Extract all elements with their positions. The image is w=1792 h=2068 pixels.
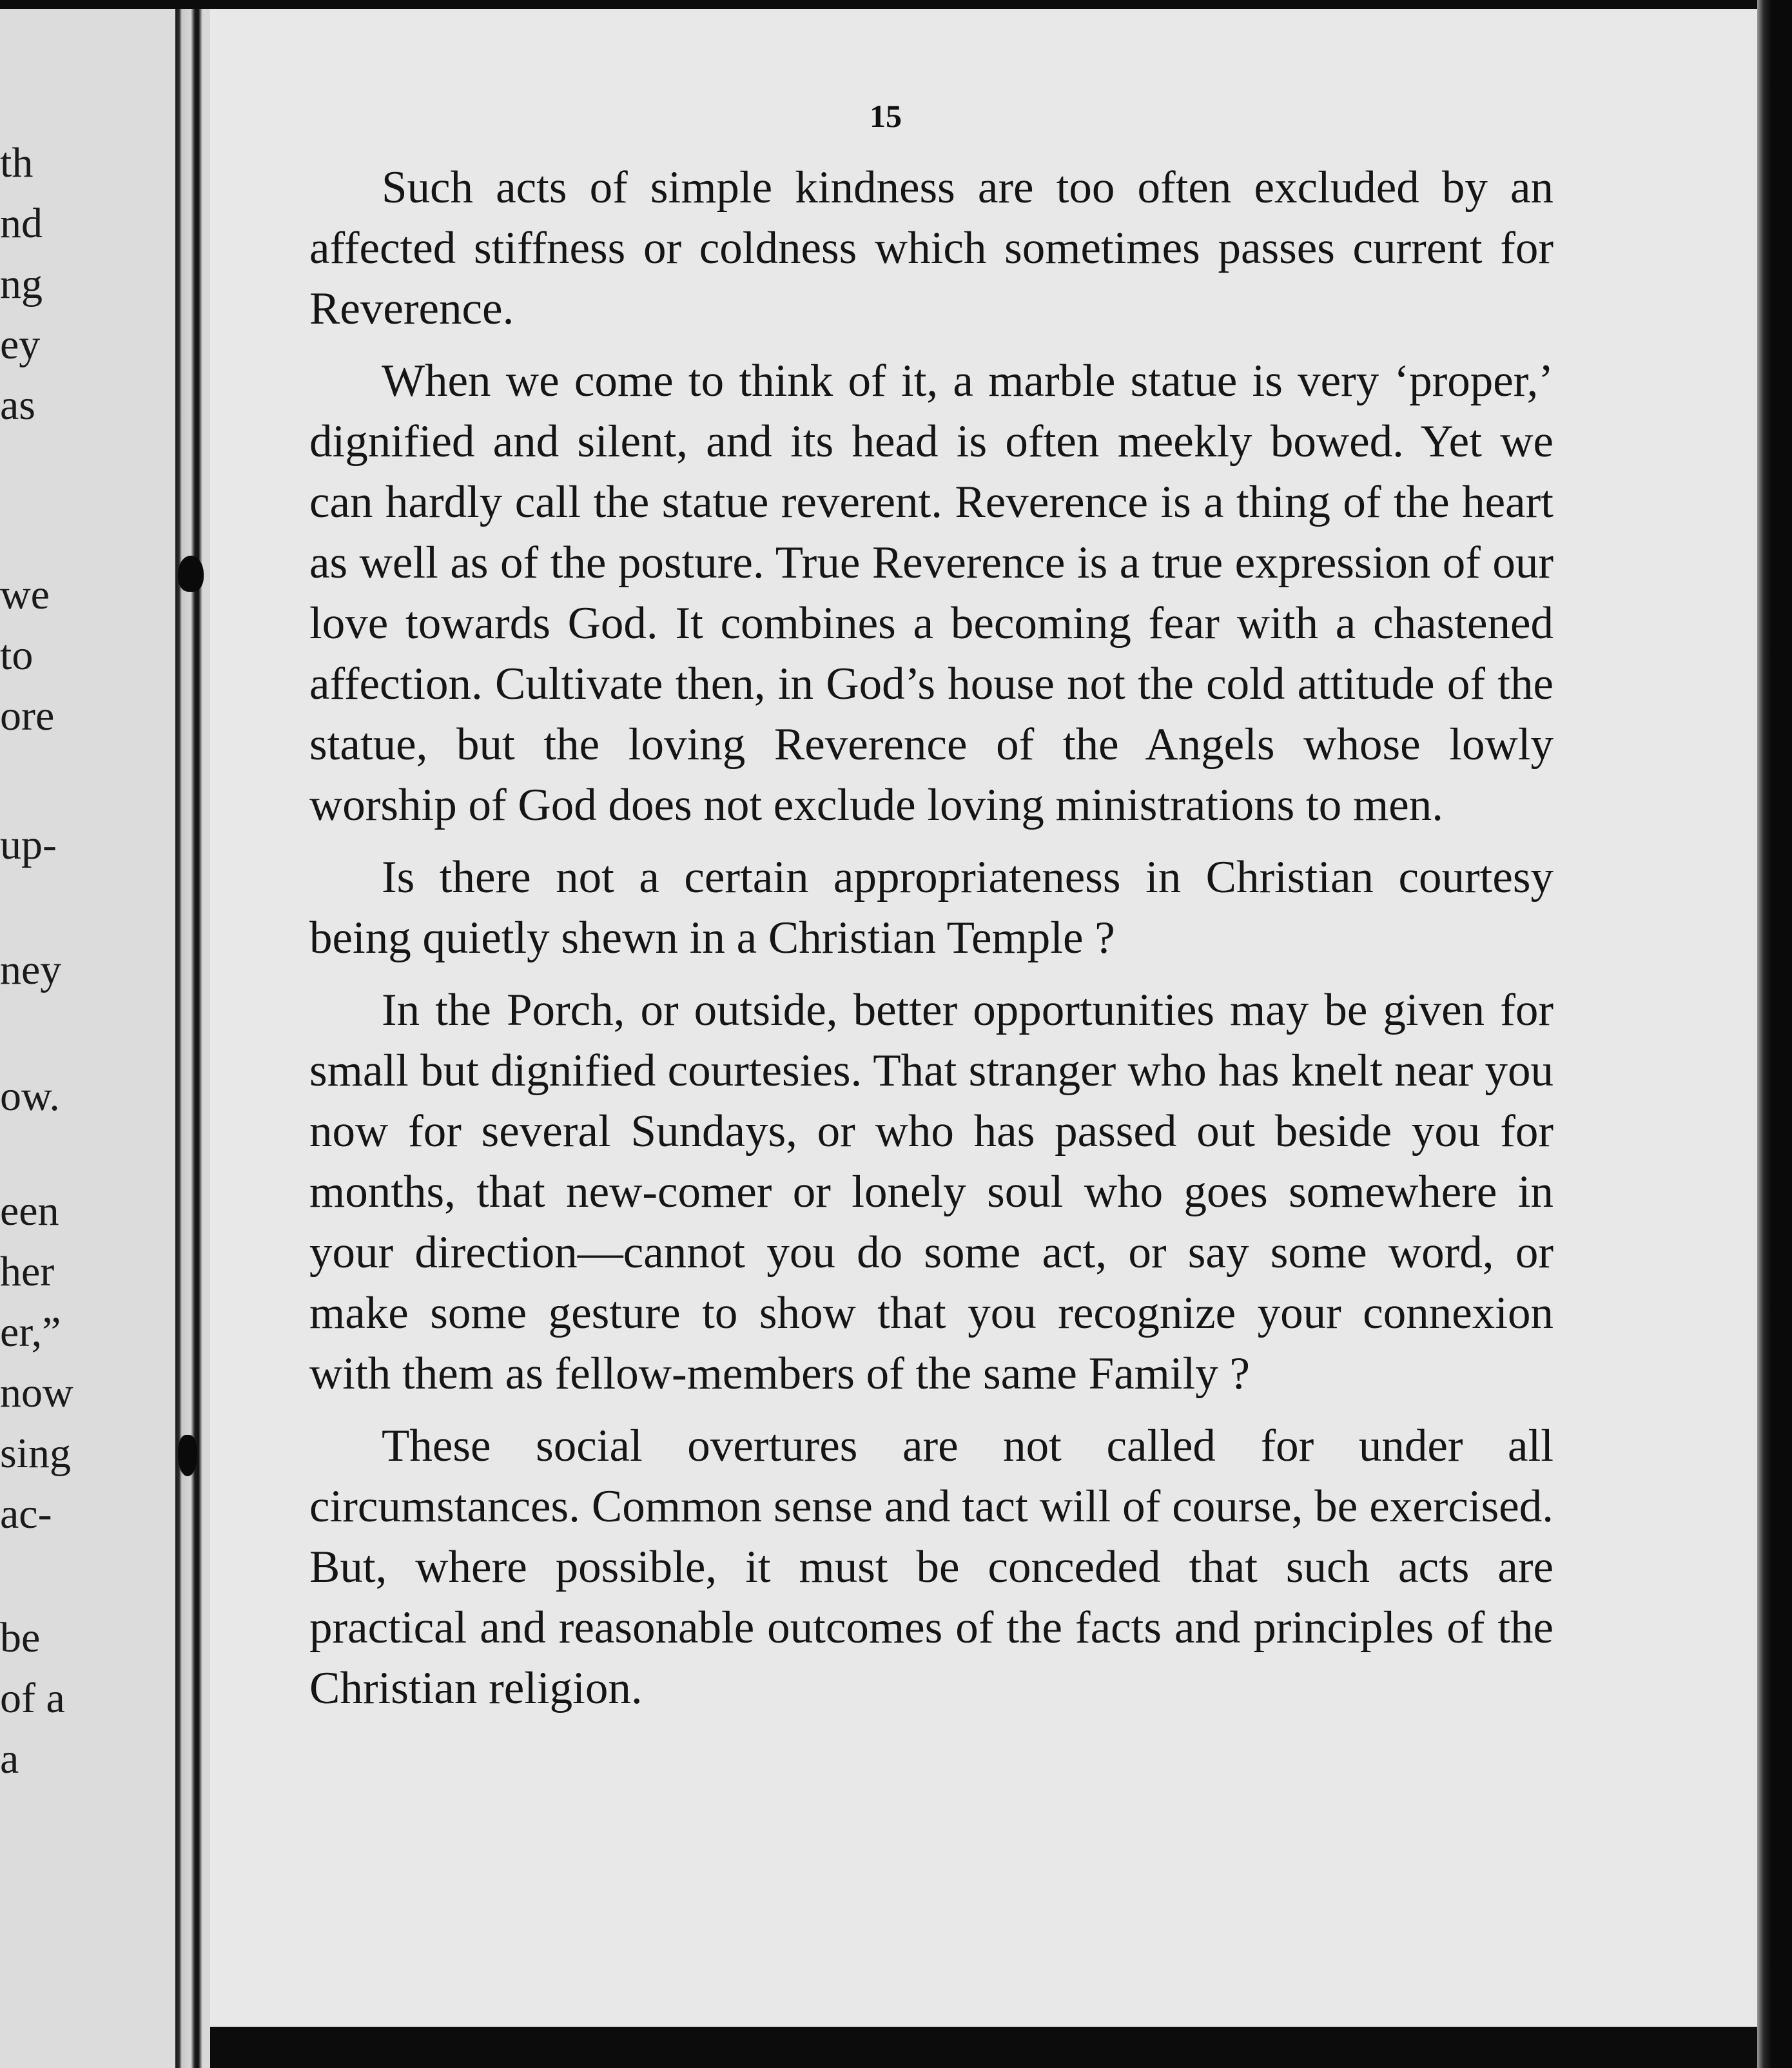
- left-page-fragment: her: [0, 1248, 55, 1295]
- left-page-fragment: of a: [0, 1675, 65, 1722]
- book-gutter: [175, 9, 210, 2068]
- paragraph: Is there not a certain appropriateness in Christian courtesy being quietly shewn in a Christian Temple ?: [309, 852, 1553, 963]
- left-page-fragment: ey: [0, 321, 41, 368]
- page-body: [309, 157, 1553, 1730]
- left-page-fragment: ac-: [0, 1490, 52, 1537]
- binding-stitch: [178, 556, 204, 592]
- paragraph: These social overtures are not called for under all circumstances. Common sense and tact will of course, be exercised. But, where possible, it must be conceded that such acts are practical and reasonable outcomes of the facts and principles of the Christian religion.: [309, 1421, 1553, 1713]
- paragraph: In the Porch, or outside, better opportunities may be given for small but dignified courtesies. That stranger who has knelt near you now for several Sundays, or who has passed out beside you for months, that new-comer or lonely soul who goes somewhere in your direction—cannot you do some act, or say some word, or make some gesture to show that you recognize your connexion with them as fellow-members of the same Family ?: [309, 985, 1553, 1399]
- paragraph: Such acts of simple kindness are too often excluded by an affected stiffness or coldness which sometimes passes current for Reverence.: [309, 162, 1553, 334]
- page-edge-shadow: [1757, 0, 1792, 2068]
- binding-stitch: [178, 1435, 197, 1476]
- page-number: 15: [870, 98, 902, 134]
- left-page-fragment: we: [0, 571, 50, 618]
- left-page-fragment: sing: [0, 1430, 72, 1477]
- left-page-fragment: as: [0, 382, 35, 429]
- left-page-fragment: a: [0, 1735, 19, 1782]
- left-page-fragment: een: [0, 1187, 59, 1234]
- previous-page-strip: [0, 9, 175, 2068]
- left-page-fragment: nd: [0, 200, 43, 247]
- left-page-fragment: now: [0, 1369, 73, 1416]
- left-page-fragment: ney: [0, 946, 62, 993]
- left-page-fragment: to: [0, 632, 34, 679]
- left-page-fragment: ow.: [0, 1073, 60, 1120]
- paragraph: When we come to think of it, a marble statue is very ‘proper,’ dignified and silent, and its head is often meekly bowed. Yet we can hardly call the statue reverent. Reverence is a thing of the heart as well as of the posture. True Reverence is a true expression of our love towards God. It combines a becoming fear with a chastened affection. Cultivate then, in God’s house not the cold attitude of the statue, but the loving Reverence of the Angels whose lowly worship of God does not exclude loving ministrations to men.: [309, 356, 1553, 830]
- left-page-fragment: th: [0, 139, 34, 186]
- left-page-fragment: er,”: [0, 1309, 61, 1356]
- left-page-fragment: be: [0, 1614, 41, 1661]
- left-page-fragment: ng: [0, 260, 43, 307]
- left-page-fragment: up-: [0, 821, 57, 868]
- left-page-fragment: ore: [0, 692, 55, 739]
